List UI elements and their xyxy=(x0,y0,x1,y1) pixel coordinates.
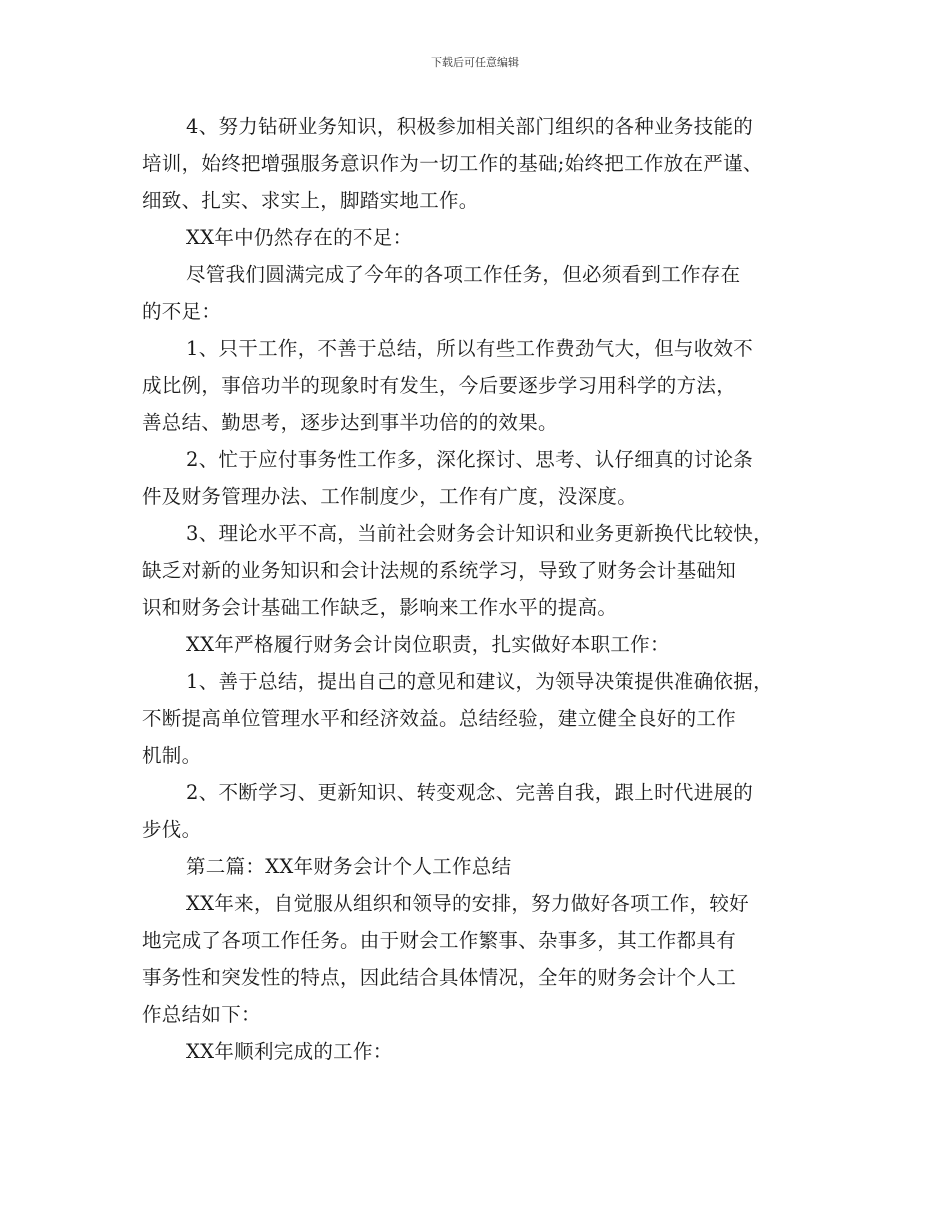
text-line: XX年来，自觉服从组织和领导的安排，努力做好各项工作，较好 xyxy=(186,892,749,915)
text-line: XX年严格履行财务会计岗位职责，扎实做好本职工作： xyxy=(186,633,670,656)
page-header: 下载后可任意编辑 xyxy=(431,56,519,69)
text-line: 件及财务管理办法、工作制度少，工作有广度，没深度。 xyxy=(142,485,638,508)
text-line: 的不足： xyxy=(142,300,222,323)
text-line: 善总结、勤思考，逐步达到事半功倍的的效果。 xyxy=(142,411,558,434)
text-line: 2、忙于应付事务性工作多，深化探讨、思考、认仔细真的讨论条 xyxy=(186,448,754,471)
text-line: 培训，始终把增强服务意识作为一切工作的基础;始终把工作放在严谨、 xyxy=(142,152,763,175)
text-line: 不断提高单位管理水平和经济效益。总结经验，建立健全良好的工作 xyxy=(142,707,737,730)
text-line: 3、理论水平不高，当前社会财务会计知识和业务更新换代比较快， xyxy=(186,522,773,545)
text-line: 细致、扎实、求实上，脚踏实地工作。 xyxy=(142,189,479,212)
text-line: 4、努力钻研业务知识，积极参加相关部门组织的各种业务技能的 xyxy=(186,115,754,138)
text-line: 第二篇：XX年财务会计个人工作总结 xyxy=(186,855,512,878)
text-line: 1、善于总结，提出自己的意见和建议，为领导决策提供准确依据， xyxy=(186,670,773,693)
text-line: 步伐。 xyxy=(142,818,202,841)
text-line: 2、不断学习、更新知识、转变观念、完善自我，跟上时代进展的 xyxy=(186,781,754,804)
text-line: 地完成了各项工作任务。由于财会工作繁事、杂事多，其工作都具有 xyxy=(142,929,737,952)
text-line: 成比例，事倍功半的现象时有发生，今后要逐步学习用科学的方法， xyxy=(142,374,737,397)
text-line: 1、只干工作，不善于总结，所以有些工作费劲气大，但与收效不 xyxy=(186,337,754,360)
text-line: 作总结如下： xyxy=(142,1003,261,1026)
document-body xyxy=(142,108,824,1070)
text-line: XX年中仍然存在的不足： xyxy=(186,226,413,249)
text-line: XX年顺利完成的工作： xyxy=(186,1040,393,1063)
text-line: 机制。 xyxy=(142,744,202,767)
text-line: 识和财务会计基础工作缺乏，影响来工作水平的提高。 xyxy=(142,596,618,619)
text-line: 事务性和突发性的特点，因此结合具体情况，全年的财务会计个人工 xyxy=(142,966,737,989)
text-line: 缺乏对新的业务知识和会计法规的系统学习，导致了财务会计基础知 xyxy=(142,559,737,582)
text-line: 尽管我们圆满完成了今年的各项工作任务，但必须看到工作存在 xyxy=(186,263,741,286)
